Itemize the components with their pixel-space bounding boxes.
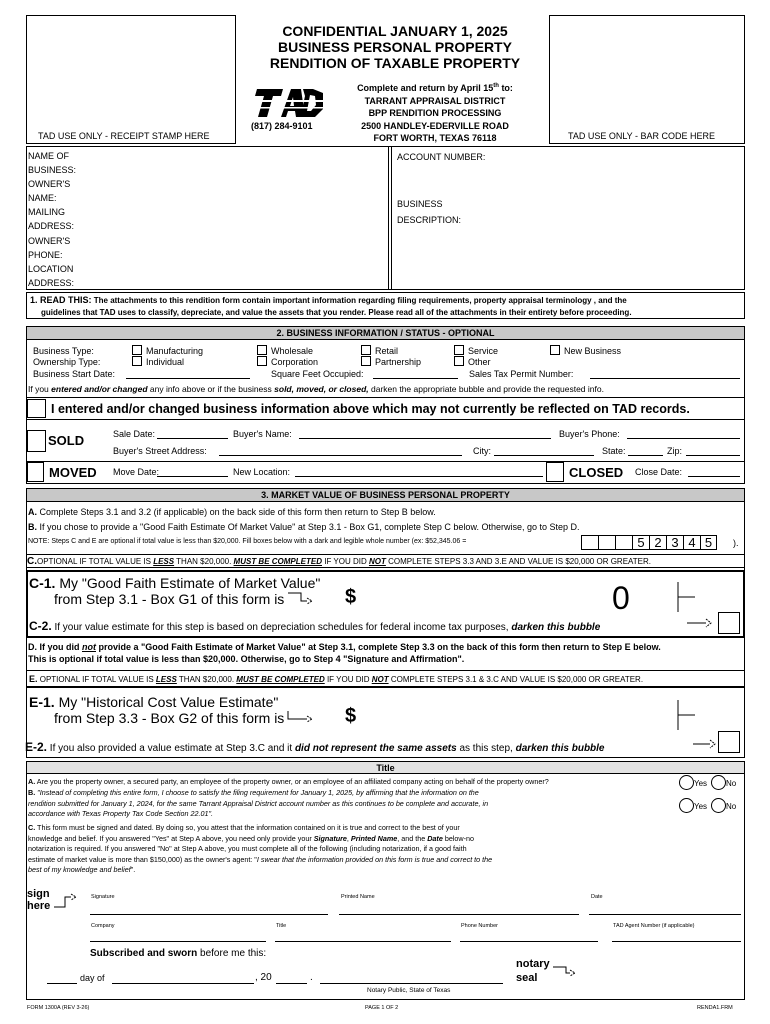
sworn-text: Subscribed and sworn before me this:	[90, 948, 267, 959]
checkbox-individual[interactable]: Individual	[132, 356, 184, 367]
sales-tax-label: Sales Tax Permit Number:	[469, 369, 574, 379]
buyers-name-field[interactable]	[299, 438, 551, 439]
step4-b-yes[interactable]: Yes	[679, 798, 707, 813]
receipt-stamp-label: TAD USE ONLY - RECEIPT STAMP HERE	[38, 131, 210, 141]
start-date-label: Business Start Date:	[33, 369, 116, 379]
agent-number-field[interactable]	[612, 941, 741, 942]
zip-label: Zip:	[667, 446, 683, 456]
e1-value-tick-icon	[675, 700, 695, 730]
checkbox-retail[interactable]: Retail	[361, 345, 398, 356]
step-e-header: E. OPTIONAL IF TOTAL VALUE IS LESS THAN $20,000. MUST BE COMPLETED IF YOU DID NOT COMPLETE STEPS 3.1 & 3.C AND VALUE IS $20,000 OR GREATER.	[27, 670, 744, 688]
e2-bubble[interactable]	[718, 731, 740, 753]
return-address: Complete and return by April 15th to: TARRANT APPRAISAL DISTRICT BPP RENDITION PROCESSING 2500 HANDLEY-EDERVILLE ROAD FORT WORTH, TEXAS 76118	[357, 83, 513, 143]
step4-a-yes[interactable]: Yes	[679, 775, 707, 790]
account-number-field[interactable]	[490, 149, 740, 167]
day-field[interactable]	[47, 983, 77, 984]
step4-a-text: A. Are you the property owner, a secured party, an employee of the property owner, or an employee of an affiliated company acting on behalf of the property owner?	[28, 777, 549, 786]
example-digits: 5 2 3 4 5	[581, 535, 717, 550]
section2-title: 2. BUSINESS INFORMATION / STATUS - OPTIONAL	[27, 327, 744, 340]
checkbox-corporation[interactable]: Corporation	[257, 356, 318, 367]
status-instruction: If you entered and/or changed any info above or if the business sold, moved, or closed, darken the appropriate bubble and provide the requested info.	[28, 384, 604, 394]
close-date-label: Close Date:	[635, 467, 683, 477]
section3-title: 3. MARKET VALUE OF BUSINESS PERSONAL PROPERTY	[27, 489, 744, 502]
city-field[interactable]	[494, 455, 594, 456]
move-date-label: Move Date:	[113, 467, 160, 477]
c1-dollar-sign: $	[345, 586, 357, 608]
notary-signature-field[interactable]	[320, 983, 503, 984]
day-of-label: day of	[80, 973, 105, 983]
note-text: NOTE: Steps C and E are optional if total value is less than $20,000. Fill boxes below with a dark and legible whole number (ex: $52,345.06 =	[28, 538, 467, 545]
checkbox-partnership[interactable]: Partnership	[361, 356, 421, 367]
note-end: ).	[733, 538, 739, 548]
e1-text: E-1. My "Historical Cost Value Estimate" from Step 3.3 - Box G2 of this form is	[29, 694, 285, 726]
signature-label: Signature	[91, 894, 115, 900]
moved-checkbox[interactable]	[27, 462, 44, 482]
city-label: City:	[473, 446, 491, 456]
sold-label: SOLD	[48, 433, 85, 448]
buyers-street-field[interactable]	[219, 455, 462, 456]
comma-20-label: , 20	[255, 972, 272, 983]
tad-logo-icon	[253, 87, 325, 119]
square-feet-label: Square Feet Occupied:	[271, 369, 364, 379]
step4-b-text: B. "Instead of completing this entire form, I choose to satisfy the filing requirement for January 1, 2025, by affirming that the information on the rendition submitted for January 1, 2024, for the same Tarrant Appraisal District account number as this continues to be complete and accurate, in accordance with Texas Property Tax Code Section 22.01".	[28, 788, 489, 818]
start-date-field[interactable]	[126, 378, 250, 379]
barcode-box	[549, 15, 745, 144]
moved-row-divider	[27, 461, 744, 462]
buyers-street-label: Buyer's Street Address:	[113, 446, 207, 456]
checkbox-wholesale[interactable]: Wholesale	[257, 345, 313, 356]
move-date-field[interactable]	[157, 476, 228, 477]
account-number-label: ACCOUNT NUMBER:	[397, 152, 486, 162]
sold-checkbox[interactable]	[27, 430, 46, 452]
close-date-field[interactable]	[688, 476, 740, 477]
closed-label: CLOSED	[569, 465, 624, 480]
period-label: .	[310, 972, 313, 983]
buyers-phone-label: Buyer's Phone:	[559, 429, 620, 439]
month-field[interactable]	[112, 983, 254, 984]
owner-labels: NAME OF BUSINESS: OWNER'S NAME: MAILING ADDRESS: OWNER'S PHONE: LOCATION ADDRESS:	[28, 151, 77, 288]
title-label: Title	[276, 923, 287, 929]
e2-text: E-2. If you also provided a value estimate at Step 3.C and it did not represent the same assets as this step, darken this bubble	[25, 740, 605, 754]
receipt-stamp-box	[26, 15, 236, 144]
e1-value-field[interactable]	[400, 698, 670, 730]
notary-seal-arrow-icon	[552, 961, 578, 986]
closed-checkbox[interactable]	[546, 462, 564, 482]
tad-phone: (817) 284-9101	[251, 121, 313, 131]
company-field[interactable]	[90, 941, 266, 942]
date-label: Date	[591, 894, 603, 900]
form-title: CONFIDENTIAL JANUARY 1, 2025 BUSINESS PERSONAL PROPERTY RENDITION OF TAXABLE PROPERTY	[269, 23, 521, 71]
footer-form: FORM 1300A (REV 3-26)	[27, 1005, 90, 1011]
step4-a-no[interactable]: No	[711, 775, 736, 790]
e1-dollar-sign: $	[345, 705, 357, 727]
printed-name-label: Printed Name	[341, 894, 375, 900]
company-label: Company	[91, 923, 115, 929]
zip-field[interactable]	[686, 455, 740, 456]
read-this-text: 1. READ THIS: The attachments to this rendition form contain important information regarding filing requirements, property appraisal terminology , and the guidelines that TAD uses to classify, depreciate, and value the assets that you render. Please read all of the attachments in their entirety before proceeding.	[30, 295, 632, 317]
step-c-header: C.OPTIONAL IF TOTAL VALUE IS LESS THAN $20,000. MUST BE COMPLETED IF YOU DID NOT COMPLETE STEPS 3.3 AND 3.E AND VALUE IS $20,000 OR GREATER.	[27, 554, 744, 568]
e1-arrow-icon	[287, 707, 315, 728]
entered-changed-checkbox[interactable]	[27, 399, 46, 418]
c1-value-tick-icon	[675, 582, 695, 612]
owner-input-area[interactable]	[85, 147, 385, 289]
agent-number-label: TAD Agent Number (if applicable)	[613, 923, 695, 929]
sales-tax-field[interactable]	[590, 378, 740, 379]
phone-number-label: Phone Number	[461, 923, 498, 929]
printed-name-field[interactable]	[339, 914, 579, 915]
new-location-label: New Location:	[233, 467, 291, 477]
step-b-text: B. If you chose to provide a "Good Faith Estimate Of Market Value" at Step 3.1 - Box G1, complete Step C below. Otherwise, go to Step D.	[28, 522, 580, 532]
c1-text: C-1. My "Good Faith Estimate of Market Value" from Step 3.1 - Box G1 of this form is	[29, 575, 321, 607]
new-location-field[interactable]	[295, 476, 543, 477]
c2-bubble[interactable]	[718, 612, 740, 634]
barcode-label: TAD USE ONLY - BAR CODE HERE	[568, 131, 716, 141]
c1-arrow-icon	[287, 589, 315, 610]
checkbox-manufacturing[interactable]: Manufacturing	[132, 345, 203, 356]
section4-title: Title	[27, 762, 744, 774]
c2-arrow-icon	[686, 615, 714, 634]
checkbox-new-business[interactable]: New Business	[550, 345, 621, 356]
c1-value[interactable]: 0	[612, 580, 630, 616]
title-field[interactable]	[275, 941, 451, 942]
checkbox-other[interactable]: Other	[454, 356, 491, 367]
sign-here-arrow-icon	[53, 893, 79, 916]
checkbox-service[interactable]: Service	[454, 345, 498, 356]
c2-text: C-2. If your value estimate for this step is based on depreciation schedules for federal income tax purposes, darken this bubble	[29, 619, 601, 633]
business-type-label: Business Type:	[33, 346, 94, 356]
step-a-text: A. Complete Steps 3.1 and 3.2 (if applicable) on the back side of this form then return to Step B below.	[28, 507, 436, 517]
state-label: State:	[602, 446, 626, 456]
square-feet-field[interactable]	[373, 378, 458, 379]
footer-code: RENDA1.FRM	[697, 1005, 733, 1011]
signature-field[interactable]	[90, 914, 328, 915]
step-d-text: D. If you did not provide a "Good Faith Estimate of Market Value" at Step 3.1, complete Step 3.3 on the back of this form then return to Step E below. This is optional if total value is less than $20,000. Otherwise, go to Step 4 "Signature and Affirmation".	[28, 642, 661, 664]
footer-page: PAGE 1 OF 2	[365, 1005, 399, 1011]
phone-number-field[interactable]	[460, 941, 598, 942]
sale-date-label: Sale Date:	[113, 429, 156, 439]
tad-logo	[253, 87, 325, 119]
e2-arrow-icon	[692, 736, 718, 755]
buyers-phone-field[interactable]	[627, 438, 740, 439]
notary-public-label: Notary Public, State of Texas	[367, 987, 451, 994]
ownership-type-label: Ownership Type:	[33, 357, 101, 367]
date-field[interactable]	[589, 914, 741, 915]
sign-here-label: sign here	[27, 888, 51, 912]
sale-date-field[interactable]	[157, 438, 228, 439]
entered-changed-text: I entered and/or changed business information above which may not currently be reflected on TAD records.	[51, 402, 690, 416]
buyers-name-label: Buyer's Name:	[233, 429, 292, 439]
owner-divider	[388, 146, 392, 290]
business-description-field[interactable]	[470, 195, 740, 285]
state-field[interactable]	[628, 455, 663, 456]
step4-c-text: C. This form must be signed and dated. By doing so, you attest that the information contained on it is true and correct to the best of your knowledge and belief. If you answered "Yes" at Step A above, you need only provide your Signature, Printed Name, and the Date below-no notarization is required. If you answered "No" at Step A above, you must complete all of the following (including notarization, if a good faith estimate of market value is more than $150,000) as the owner's agent: "I swear that the information provided on this form is true and correct to the best of my knowledge and belief".	[28, 823, 493, 874]
step4-b-no[interactable]: No	[711, 798, 736, 813]
year-field[interactable]	[276, 983, 307, 984]
notary-seal-label: notary seal	[516, 958, 550, 984]
moved-label: MOVED	[49, 465, 97, 480]
business-description-label: BUSINESS DESCRIPTION:	[397, 199, 462, 225]
